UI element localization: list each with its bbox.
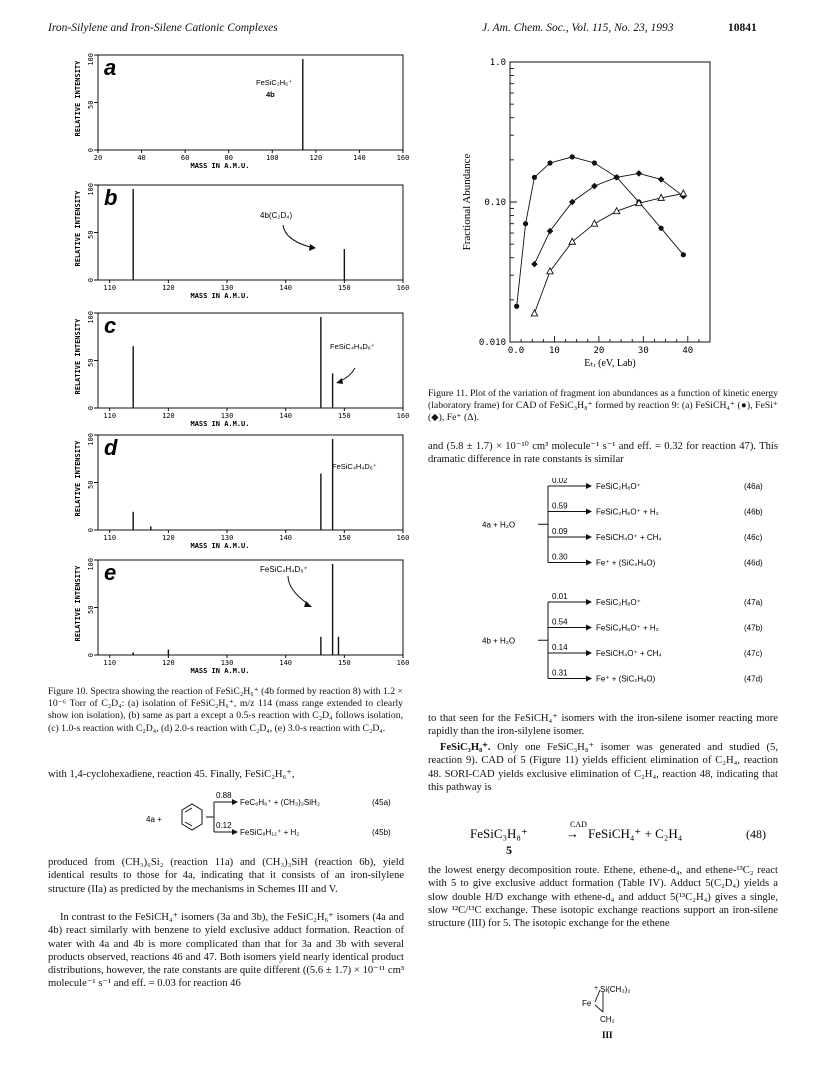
spectrum-xtick-label-e-150: 150 [338, 659, 351, 667]
spectrum-xtick-label-b-140: 140 [279, 284, 293, 292]
spectrum-ytick-label-a-50: 50 [87, 100, 95, 109]
spectrum-frame-a [98, 55, 403, 150]
reaction-47-products-1: FeSiC₂H₆O⁺ + H₂ [596, 623, 659, 633]
spectrum-ytick-label-e-50: 50 [87, 605, 95, 614]
left-paragraph-2: produced from (CH₃)₆Si₂ (reaction 11a) and (CH₃)₃SiH (reaction 6b), yield identical results to those for 4a, indicating that it consists of an iron-silylene structure (IIa) as predicted by the mechanisms in Schemes III and V. [48, 857, 404, 895]
series-line-1 [534, 173, 683, 264]
spectrum-panel-letter-a: a [104, 55, 117, 80]
spectrum-xtick-label-c-140: 140 [279, 412, 293, 420]
reaction-46-reactants: 4a + H₂O [482, 520, 516, 530]
spectrum-ytick-label-d-50: 50 [87, 480, 95, 489]
reaction-47-products-0: FeSiC₂H₈O⁺ [596, 598, 641, 607]
spectrum-ytick-label-b-0: 0 [87, 278, 95, 283]
spectrum-xtick-label-d-110: 110 [103, 534, 117, 542]
reaction-45-reactant: 4a + [146, 815, 162, 824]
reactions-46-47-scheme [482, 478, 782, 704]
spectrum-ion-label-e: FeSiC₄H₄D₆⁺ [260, 565, 308, 574]
reaction-46-number-3: (46d) [744, 558, 763, 568]
reaction-46-branching-0: 0.02 [552, 478, 568, 485]
figure-11-plot [450, 50, 720, 386]
spectrum-frame-b [98, 185, 403, 280]
reaction-47-branching-1: 0.54 [552, 617, 568, 627]
reaction-46-products-2: FeSiCH₄O⁺ + CH₄ [596, 533, 662, 542]
series-line-2 [534, 194, 683, 314]
reaction-45b-products: FeSiC₈H₁₂⁺ + H₂ [240, 828, 300, 837]
reaction-46-products-3: Fe⁺ + (SiC₂H₈O) [596, 558, 656, 568]
spectrum-arrowhead-b [309, 244, 316, 251]
spectrum-panel-a [74, 53, 409, 170]
x-tick-label-0: 0.0 [507, 346, 525, 356]
series-2-point-2 [569, 238, 575, 244]
spectrum-xlabel-b: MASS IN A.M.U. [190, 292, 250, 300]
spectrum-xtick-label-a-140: 140 [353, 154, 366, 162]
reaction-46-number-2: (46c) [744, 533, 763, 542]
reaction-47-number-0: (47a) [744, 598, 763, 607]
reaction-47-number-2: (47c) [744, 649, 763, 658]
spectrum-xtick-label-e-160: 160 [396, 659, 410, 667]
spectrum-ion-label-a: FeSiC₂H₆⁺ [256, 78, 293, 87]
spectrum-arrow-c [340, 368, 355, 381]
right-paragraph-3-heading: FeSiC₃H₈⁺. [440, 742, 491, 753]
spectrum-xlabel-e: MASS IN A.M.U. [190, 667, 250, 675]
spectrum-ytick-label-b-50: 50 [87, 230, 95, 239]
spectrum-xtick-label-a-40: 40 [137, 154, 146, 162]
spectrum-panel-letter-e: e [104, 560, 117, 585]
spectrum-xtick-label-b-150: 150 [338, 284, 351, 292]
series-1-point-3 [591, 183, 598, 190]
spectrum-xtick-label-e-140: 140 [279, 659, 293, 667]
spectrum-ytick-label-a-100: 100 [87, 53, 95, 66]
x-tick-label-1: 10 [549, 346, 560, 356]
spectrum-panel-e [74, 558, 409, 675]
right-paragraph-2: to that seen for the FeSiCH₄⁺ isomers with the iron-silene isomer reacting more rapidly than the iron-silylene isomer. [428, 713, 778, 738]
running-header-journal: J. Am. Chem. Soc., Vol. 115, No. 23, 1993 [482, 22, 674, 34]
x-tick-label-3: 30 [637, 346, 649, 356]
spectrum-xtick-label-a-60: 60 [180, 154, 190, 162]
spectrum-ytick-label-b-100: 100 [87, 183, 95, 196]
spectrum-ylabel-d: RELATIVE INTENSITY [74, 440, 82, 517]
spectrum-ytick-label-c-50: 50 [87, 358, 95, 367]
spectrum-xtick-label-e-120: 120 [162, 659, 175, 667]
series-0-point-9 [681, 252, 686, 257]
figure-10-spectra [70, 45, 415, 680]
reaction-47-branching-0: 0.01 [552, 592, 568, 601]
spectrum-xtick-label-d-150: 150 [338, 534, 351, 542]
spectrum-xtick-label-b-120: 120 [162, 284, 175, 292]
spectrum-xtick-label-c-130: 130 [220, 412, 234, 420]
spectrum-ion-label-c: FeSiC₄H₄D₆⁺ [330, 342, 375, 351]
structure-III-methylene: CH₂ [600, 1015, 615, 1024]
spectrum-xtick-label-d-130: 130 [220, 534, 234, 542]
reaction-45b-branching: 0.12 [216, 821, 232, 830]
spectrum-xtick-label-a-160: 160 [396, 154, 410, 162]
right-paragraph-3-body: Only one FeSiC₃H₈⁺ isomer was generated and studied (5, reaction 9). CAD of 5 (Figure 11) yields efficient elimination of C₂H₄, reaction 48. SORI-CAD yields exclusive elimination of C₂H₄, reaction 48, indicating that this pathway is [428, 742, 778, 793]
reaction-46-products-0: FeSiC₂H₈O⁺ [596, 482, 641, 491]
reaction-47-arrowhead-3 [586, 676, 592, 682]
spectrum-xtick-label-a-20: 20 [93, 154, 103, 162]
spectrum-panel-letter-b: b [104, 185, 118, 210]
spectrum-ytick-label-d-100: 100 [87, 433, 95, 446]
running-header-left: Iron-Silylene and Iron-Silene Cationic Complexes [48, 22, 278, 34]
spectrum-xtick-label-b-160: 160 [396, 284, 410, 292]
spectrum-ytick-label-e-0: 0 [87, 653, 95, 658]
spectrum-xtick-label-d-140: 140 [279, 534, 293, 542]
spectrum-arrow-b [283, 225, 310, 247]
equation-48-arrow: → [566, 826, 579, 841]
left-paragraph-1: with 1,4-cyclohexadiene, reaction 45. Finally, FeSiC₂H₆⁺, [48, 769, 295, 780]
structure-III-iron: Fe [582, 999, 592, 1008]
reaction-46-number-0: (46a) [744, 482, 763, 491]
spectrum-xtick-label-c-150: 150 [338, 412, 351, 420]
spectrum-panel-letter-c: c [104, 313, 117, 338]
reaction-47-arrowhead-1 [586, 625, 592, 631]
right-paragraph-4: the lowest energy decomposition route. Ethene, ethene-d₄, and ethene-¹³C₂ react with 5 to give exclusive adduct formation (Table IV). Adduct 5(C₂D₄) yields a slow double H/D exchange with ethene-d₄ and adduct 5(¹³C₂H₄) gives a single, slow ¹²C/¹³C exchange. These isotopic exchange reactions support an iron-silene structure (III) for 5. The isotopic exchange for the ethene [428, 865, 778, 930]
reaction-46-branching-1: 0.59 [552, 501, 568, 511]
y-tick-label-1: 0.10 [484, 198, 506, 208]
spectrum-ytick-label-c-100: 100 [87, 311, 95, 324]
series-0-point-4 [570, 154, 575, 159]
spectrum-xtick-label-c-160: 160 [396, 412, 410, 420]
plot-frame [510, 62, 710, 342]
reaction-46-number-1: (46b) [744, 507, 763, 517]
series-0-point-8 [659, 226, 664, 231]
reaction-45-scheme [140, 788, 410, 846]
series-1-point-0 [531, 261, 538, 268]
series-0-point-5 [592, 160, 597, 165]
reaction-47-number-1: (47b) [744, 623, 763, 633]
series-0-point-0 [514, 304, 519, 309]
series-2-point-7 [680, 190, 686, 196]
spectrum-xtick-label-d-120: 120 [162, 534, 175, 542]
spectrum-frame-e [98, 560, 403, 655]
y-tick-label-0: 0.010 [478, 338, 506, 348]
spectrum-ytick-label-d-0: 0 [87, 528, 95, 533]
right-paragraph-1: and (5.8 ± 1.7) × 10⁻¹⁰ cm³ molecule⁻¹ s⁻¹ and eff. = 0.32 for reaction 47). This dramatic difference in rate constants is similar [428, 441, 778, 466]
x-tick-label-2: 20 [593, 346, 605, 356]
series-0-point-3 [547, 160, 552, 165]
spectrum-ytick-label-c-0: 0 [87, 406, 95, 411]
x-axis-label: Eₜᵣ (eV, Lab) [584, 358, 636, 369]
spectrum-ylabel-e: RELATIVE INTENSITY [74, 565, 82, 642]
series-2-point-0 [531, 310, 537, 316]
reaction-46-arrowhead-0 [586, 483, 592, 489]
left-paragraph-3: In contrast to the FeSiCH₄⁺ isomers (3a and 3b), the FeSiC₂H₆⁺ isomers (4a and 4b) react similarly with benzene to yield exclusive adduct formation. Reaction of water with 4a and 4b is more complicated than that for 3a and 3b with several products observed, reactions 46 and 47. Both isomers yield nearly identical product distributions, however, the rate constants are quite different ((5.6 ± 1.7) × 10⁻¹¹ cm³ molecule⁻¹ s⁻¹ and eff. = 0.03 for reaction 46 [48, 912, 404, 990]
reaction-46-arrowhead-1 [586, 509, 592, 515]
spectrum-ylabel-b: RELATIVE INTENSITY [74, 190, 82, 267]
spectrum-xtick-label-a-100: 100 [265, 154, 279, 162]
spectrum-ylabel-a: RELATIVE INTENSITY [74, 60, 82, 137]
reaction-47-scheme [482, 592, 763, 684]
spectrum-xtick-label-e-110: 110 [103, 659, 117, 667]
spectrum-arrow-e [288, 576, 308, 604]
spectrum-ion-label-b: 4b(C₂D₄) [260, 211, 293, 220]
structure-III-label: III [602, 1030, 613, 1040]
spectrum-ion-label2-a: 4b [266, 90, 275, 99]
reaction-45a-products: FeC₆H₆⁺ + (CH₃)₂SiH₂ [240, 798, 320, 807]
reaction-46-arrowhead-3 [586, 560, 592, 566]
reaction-47-branching-3: 0.31 [552, 668, 568, 678]
y-tick-label-2: 1.0 [489, 58, 506, 68]
spectrum-panel-b [74, 183, 409, 300]
y-axis-label: Fractional Abundance [461, 153, 473, 251]
spectrum-xtick-label-b-110: 110 [103, 284, 117, 292]
series-0-point-2 [532, 175, 537, 180]
reaction-47-number-3: (47d) [744, 674, 763, 684]
spectrum-ion-label-d: FeSiC₄H₄D₆⁺ [332, 462, 377, 471]
structure-III [570, 978, 660, 1040]
reaction-47-arrowhead-2 [586, 650, 592, 656]
spectrum-xtick-label-d-160: 160 [396, 534, 410, 542]
spectrum-xtick-label-c-110: 110 [103, 412, 117, 420]
equation-48-products: FeSiCH₄⁺ + C₂H₄ [588, 826, 683, 841]
spectrum-ylabel-c: RELATIVE INTENSITY [74, 318, 82, 395]
spectrum-ytick-label-e-100: 100 [87, 558, 95, 571]
spectrum-xlabel-a: MASS IN A.M.U. [190, 162, 250, 170]
structure-III-plus: + [594, 985, 599, 992]
reaction-46-scheme [482, 478, 763, 568]
reaction-47-products-2: FeSiCH₄O⁺ + CH₄ [596, 649, 662, 658]
equation-48-reactant: FeSiC₃H₈⁺ [470, 826, 528, 841]
right-paragraph-3 [428, 741, 778, 794]
spectrum-xlabel-d: MASS IN A.M.U. [190, 542, 250, 550]
spectrum-xtick-label-b-130: 130 [220, 284, 234, 292]
reaction-45a-branching: 0.88 [216, 791, 232, 800]
spectrum-xtick-label-e-130: 130 [220, 659, 234, 667]
series-0-point-1 [523, 221, 528, 226]
spectrum-xtick-label-a-120: 120 [309, 154, 323, 162]
x-tick-label-4: 40 [682, 346, 694, 356]
spectrum-frame-c [98, 313, 403, 408]
spectrum-panel-d [74, 433, 409, 550]
spectrum-xlabel-c: MASS IN A.M.U. [190, 420, 250, 428]
reaction-47-arrowhead-0 [586, 599, 592, 605]
reaction-47-branching-2: 0.14 [552, 643, 568, 652]
structure-III-silyl-group: Si(CH₃)₂ [600, 985, 631, 994]
reaction-46-products-1: FeSiC₂H₆O⁺ + H₂ [596, 507, 659, 517]
spectrum-xtick-label-a-80: 80 [224, 154, 233, 162]
spectrum-xtick-label-c-120: 120 [162, 412, 175, 420]
page-number: 10841 [728, 22, 757, 34]
spectrum-panel-letter-d: d [104, 435, 118, 460]
reaction-46-branching-3: 0.30 [552, 552, 568, 562]
equation-48-number: (48) [746, 827, 766, 841]
reaction-47-products-3: Fe⁺ + (SiC₂H₈O) [596, 674, 656, 684]
reaction-46-branching-2: 0.09 [552, 527, 568, 536]
reaction-45a-number: (45a) [372, 798, 391, 807]
spectrum-frame-d [98, 435, 403, 530]
reaction-45b-number: (45b) [372, 828, 391, 837]
spectrum-panel-c [74, 311, 409, 428]
equation-48-compound-number: 5 [506, 843, 512, 857]
spectrum-arrowhead-c [336, 378, 343, 384]
figure-10-caption: Figure 10. Spectra showing the reaction of FeSiC₂H₆⁺ (4b formed by reaction 8) with 1.2 × 10⁻⁶ Torr of C₂D₄: (a) isolation of FeSiC₂H₆⁺, m/z 114 (mass range extended to clearly show ion isolation), (b) same as part a except a 0.5-s reaction with C₂D₄ follows isolation, (c) 1.0-s reaction with C₂D₄, (d) 2.0-s reaction with C₂D₄, (e) 3.0-s reaction with C₂D₄. [48, 686, 403, 734]
equation-48-arrow-label: CAD [570, 820, 587, 829]
series-1-point-5 [636, 170, 643, 177]
reaction-46-arrowhead-2 [586, 534, 592, 540]
spectrum-ytick-label-a-0: 0 [87, 148, 95, 153]
series-2-point-3 [591, 220, 597, 226]
reaction-47-reactants: 4b + H₂O [482, 636, 516, 646]
equation-48 [428, 814, 778, 860]
cyclohexadiene-structure [182, 804, 202, 830]
figure-11-caption: Figure 11. Plot of the variation of fragment ion abundances as a function of kinetic energy (laboratory frame) for CAD of FeSiC₃H₈⁺ formed by reaction 9: (a) FeSiCH₄⁺ (●), FeSi⁺ (◆), Fe⁺ (Δ). [428, 388, 778, 424]
